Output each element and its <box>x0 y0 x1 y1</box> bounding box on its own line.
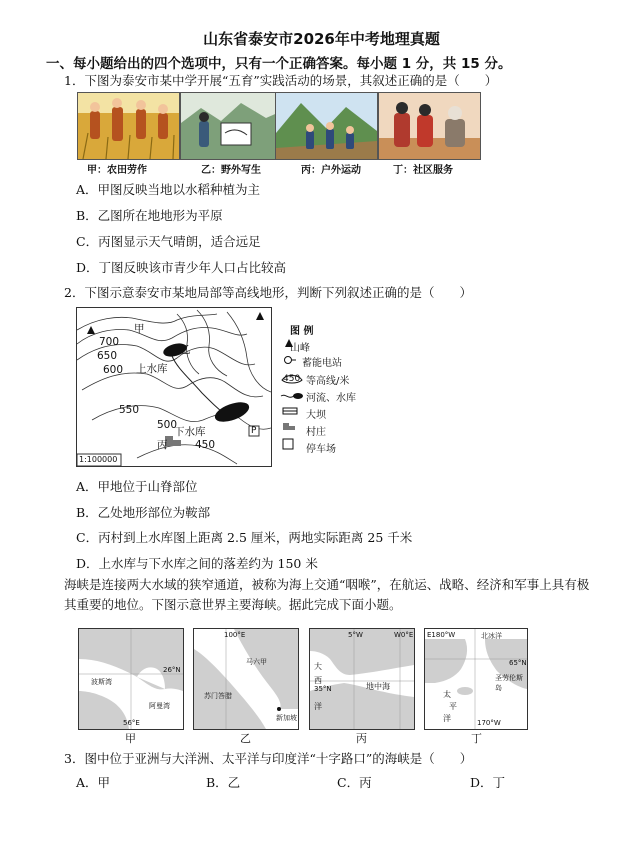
q3-option-b[interactable]: B．乙 <box>206 775 241 790</box>
contour-600: 600 <box>103 364 124 376</box>
q2-option-c[interactable]: C．丙村到上水库图上距离 2.5 厘米，两地实际距离 25 千米 <box>76 530 413 545</box>
q1-option-b[interactable]: B．乙图所在地地形为平原 <box>76 208 223 223</box>
q2-option-a[interactable]: A．甲地位于山脊部位 <box>76 479 198 494</box>
q1-stem: 1．下图为泰安市某中学开展“五育”实践活动的场景，其叙述正确的是（ ） <box>64 73 498 88</box>
photo-outdoor-sports <box>275 92 378 160</box>
map-legend <box>280 322 390 462</box>
legend-sample-450: 450 <box>283 374 301 384</box>
photo-farm-work <box>77 92 180 160</box>
contour-450: 450 <box>195 439 216 451</box>
legend-dam: 大坝 <box>306 410 326 421</box>
map-scale: 1:100000 <box>79 455 118 464</box>
label-atlantic-1: 大 <box>314 662 322 671</box>
strait-map-yi <box>193 628 299 730</box>
parking-icon: P <box>251 426 257 436</box>
label-lower-reservoir: 下水库 <box>174 426 206 438</box>
strait-label-ding: 丁 <box>471 732 482 745</box>
label-0: W0°E <box>394 631 414 639</box>
label-sumatra: 苏门答腊 <box>204 692 232 700</box>
label-65n: 65°N <box>509 659 527 667</box>
q3-option-a[interactable]: A．甲 <box>76 775 111 790</box>
label-atlantic-2: 西 <box>314 676 322 685</box>
caption-bing: 丙：户外运动 <box>301 165 361 176</box>
label-pacific-1: 太 <box>443 690 451 699</box>
label-pacific-3: 洋 <box>443 714 451 723</box>
label-persian-gulf: 波斯湾 <box>91 678 112 686</box>
legend-contour: 等高线/米 <box>306 376 350 387</box>
label-100e: 100°E <box>224 631 246 639</box>
strait-passage: 海峡是连接两大水域的狭窄通道，被称为海上交通“咽喉”，在航运、战略、经济和军事上具有极其重要的地位。下图示意世界主要海峡。据此完成下面小题。 <box>64 577 590 612</box>
label-arctic: 北冰洋 <box>481 632 502 640</box>
label-56e: 56°E <box>123 719 140 727</box>
label-pacific-2: 平 <box>449 702 457 711</box>
legend-peak: 山峰 <box>290 343 310 354</box>
strait-map-ding <box>424 628 528 730</box>
contour-map <box>76 307 272 467</box>
label-singapore: 新加坡 <box>276 714 297 722</box>
label-170w: 170°W <box>477 719 501 727</box>
strait-map-bing <box>309 628 415 730</box>
q3-option-d[interactable]: D．丁 <box>470 775 506 790</box>
contour-650: 650 <box>97 350 118 362</box>
q3-stem: 3．图中位于亚洲与大洋洲、太平洋与印度洋“十字路口”的海峡是（ ） <box>64 751 473 766</box>
strait-label-jia: 甲 <box>125 732 136 745</box>
label-malacca: 马六甲 <box>246 658 267 666</box>
q1-option-d[interactable]: D．丁图反映该市青少年人口占比较高 <box>76 260 287 275</box>
strait-label-bing: 丙 <box>356 732 367 745</box>
label-180: E180°W <box>427 631 456 639</box>
legend-village: 村庄 <box>306 427 326 438</box>
q1-option-c[interactable]: C．丙图显示天气晴朗，适合远足 <box>76 234 261 249</box>
caption-jia: 甲：农田劳作 <box>87 165 147 176</box>
label-yi: 乙 <box>180 344 191 356</box>
strait-map-jia <box>78 628 184 730</box>
label-gulf-of-oman: 阿曼湾 <box>149 702 170 710</box>
label-26n: 26°N <box>163 666 181 674</box>
photo-community-service <box>378 92 481 160</box>
legend-title: 图 例 <box>290 326 314 337</box>
q2-option-d[interactable]: D．上水库与下水库之间的落差约为 150 米 <box>76 556 318 571</box>
page-title: 山东省泰安市2026年中考地理真题 <box>203 30 440 48</box>
label-bing-village: 丙 <box>157 439 168 451</box>
label-jia: 甲 <box>134 323 145 335</box>
contour-500: 500 <box>157 419 178 431</box>
photo-outdoor-sketch <box>180 92 283 160</box>
caption-yi: 乙：野外写生 <box>201 165 261 176</box>
label-st-lawrence-island: 圣劳伦斯岛 <box>495 674 523 692</box>
contour-700: 700 <box>99 336 120 348</box>
q3-option-c[interactable]: C．丙 <box>337 775 372 790</box>
q2-option-b[interactable]: B．乙处地形部位为鞍部 <box>76 505 211 520</box>
label-upper-reservoir: 上水库 <box>136 363 168 375</box>
label-5w: 5°W <box>348 631 363 639</box>
section-heading: 一、每小题给出的四个选项中，只有一个正确答案。每小题 1 分，共 15 分。 <box>46 56 512 72</box>
label-atlantic-3: 洋 <box>314 702 322 711</box>
legend-power-station: 蓄能电站 <box>302 358 342 369</box>
strait-label-yi: 乙 <box>240 732 251 745</box>
caption-ding: 丁：社区服务 <box>393 165 453 176</box>
legend-parking: 停车场 <box>306 444 336 455</box>
q2-stem: 2．下图示意泰安市某地局部等高线地形，判断下列叙述正确的是（ ） <box>64 285 472 300</box>
label-35n: 35°N <box>314 685 332 693</box>
q1-option-a[interactable]: A．甲图反映当地以水稻种植为主 <box>76 182 261 197</box>
contour-550: 550 <box>119 404 140 416</box>
legend-river-reservoir: 河流、水库 <box>306 393 356 404</box>
label-mediterranean: 地中海 <box>366 682 390 691</box>
